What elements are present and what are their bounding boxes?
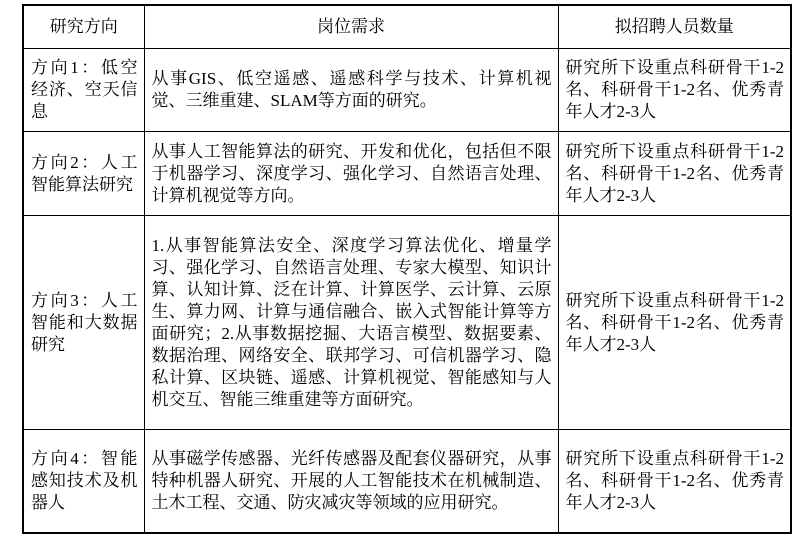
table-row-direction-2 <box>23 132 791 216</box>
table-row-direction-3 <box>23 216 791 430</box>
headcount-cell: 研究所下设重点科研骨干1-2名、科研骨干1-2名、优秀青年人才2-3人 <box>558 216 791 430</box>
headcount-cell: 研究所下设重点科研骨干1-2名、科研骨干1-2名、优秀青年人才2-3人 <box>558 430 791 533</box>
header-planned-headcount: 拟招聘人员数量 <box>558 5 791 49</box>
headcount-cell: 研究所下设重点科研骨干1-2名、科研骨干1-2名、优秀青年人才2-3人 <box>558 132 791 216</box>
table-row-direction-1 <box>23 49 791 132</box>
headcount-cell: 研究所下设重点科研骨干1-2名、科研骨干1-2名、优秀青年人才2-3人 <box>558 49 791 132</box>
requirements-cell: 从事人工智能算法的研究、开发和优化，包括但不限于机器学习、深度学习、强化学习、自然语言处理、计算机视觉等方向。 <box>144 132 558 216</box>
direction-cell: 方向1：低空经济、空天信息 <box>23 49 144 132</box>
direction-cell: 方向2：人工智能算法研究 <box>23 132 144 216</box>
requirements-cell: 从事GIS、低空遥感、遥感科学与技术、计算机视觉、三维重建、SLAM等方面的研究。 <box>144 49 558 132</box>
direction-cell: 方向4：智能感知技术及机器人 <box>23 430 144 533</box>
table-header-row <box>23 5 791 49</box>
table-row-direction-4 <box>23 430 791 533</box>
header-research-direction: 研究方向 <box>23 5 144 49</box>
requirements-cell: 从事磁学传感器、光纤传感器及配套仪器研究，从事特种机器人研究、开展的人工智能技术在机械制造、土木工程、交通、防灾减灾等领域的应用研究。 <box>144 430 558 533</box>
recruitment-table <box>22 4 792 534</box>
header-position-requirements: 岗位需求 <box>144 5 558 49</box>
direction-cell: 方向3：人工智能和大数据研究 <box>23 216 144 430</box>
requirements-cell: 1.从事智能算法安全、深度学习算法优化、增量学习、强化学习、自然语言处理、专家大模型、知识计算、认知计算、泛在计算、计算医学、云计算、云原生、算力网、计算与通信融合、嵌入式智能计算等方面研究；2.从事数据挖掘、大语言模型、数据要素、数据治理、网络安全、联邦学习、可信机器学习、隐私计算、区块链、遥感、计算机视觉、智能感知与人机交互、智能三维重建等方面研究。 <box>144 216 558 430</box>
